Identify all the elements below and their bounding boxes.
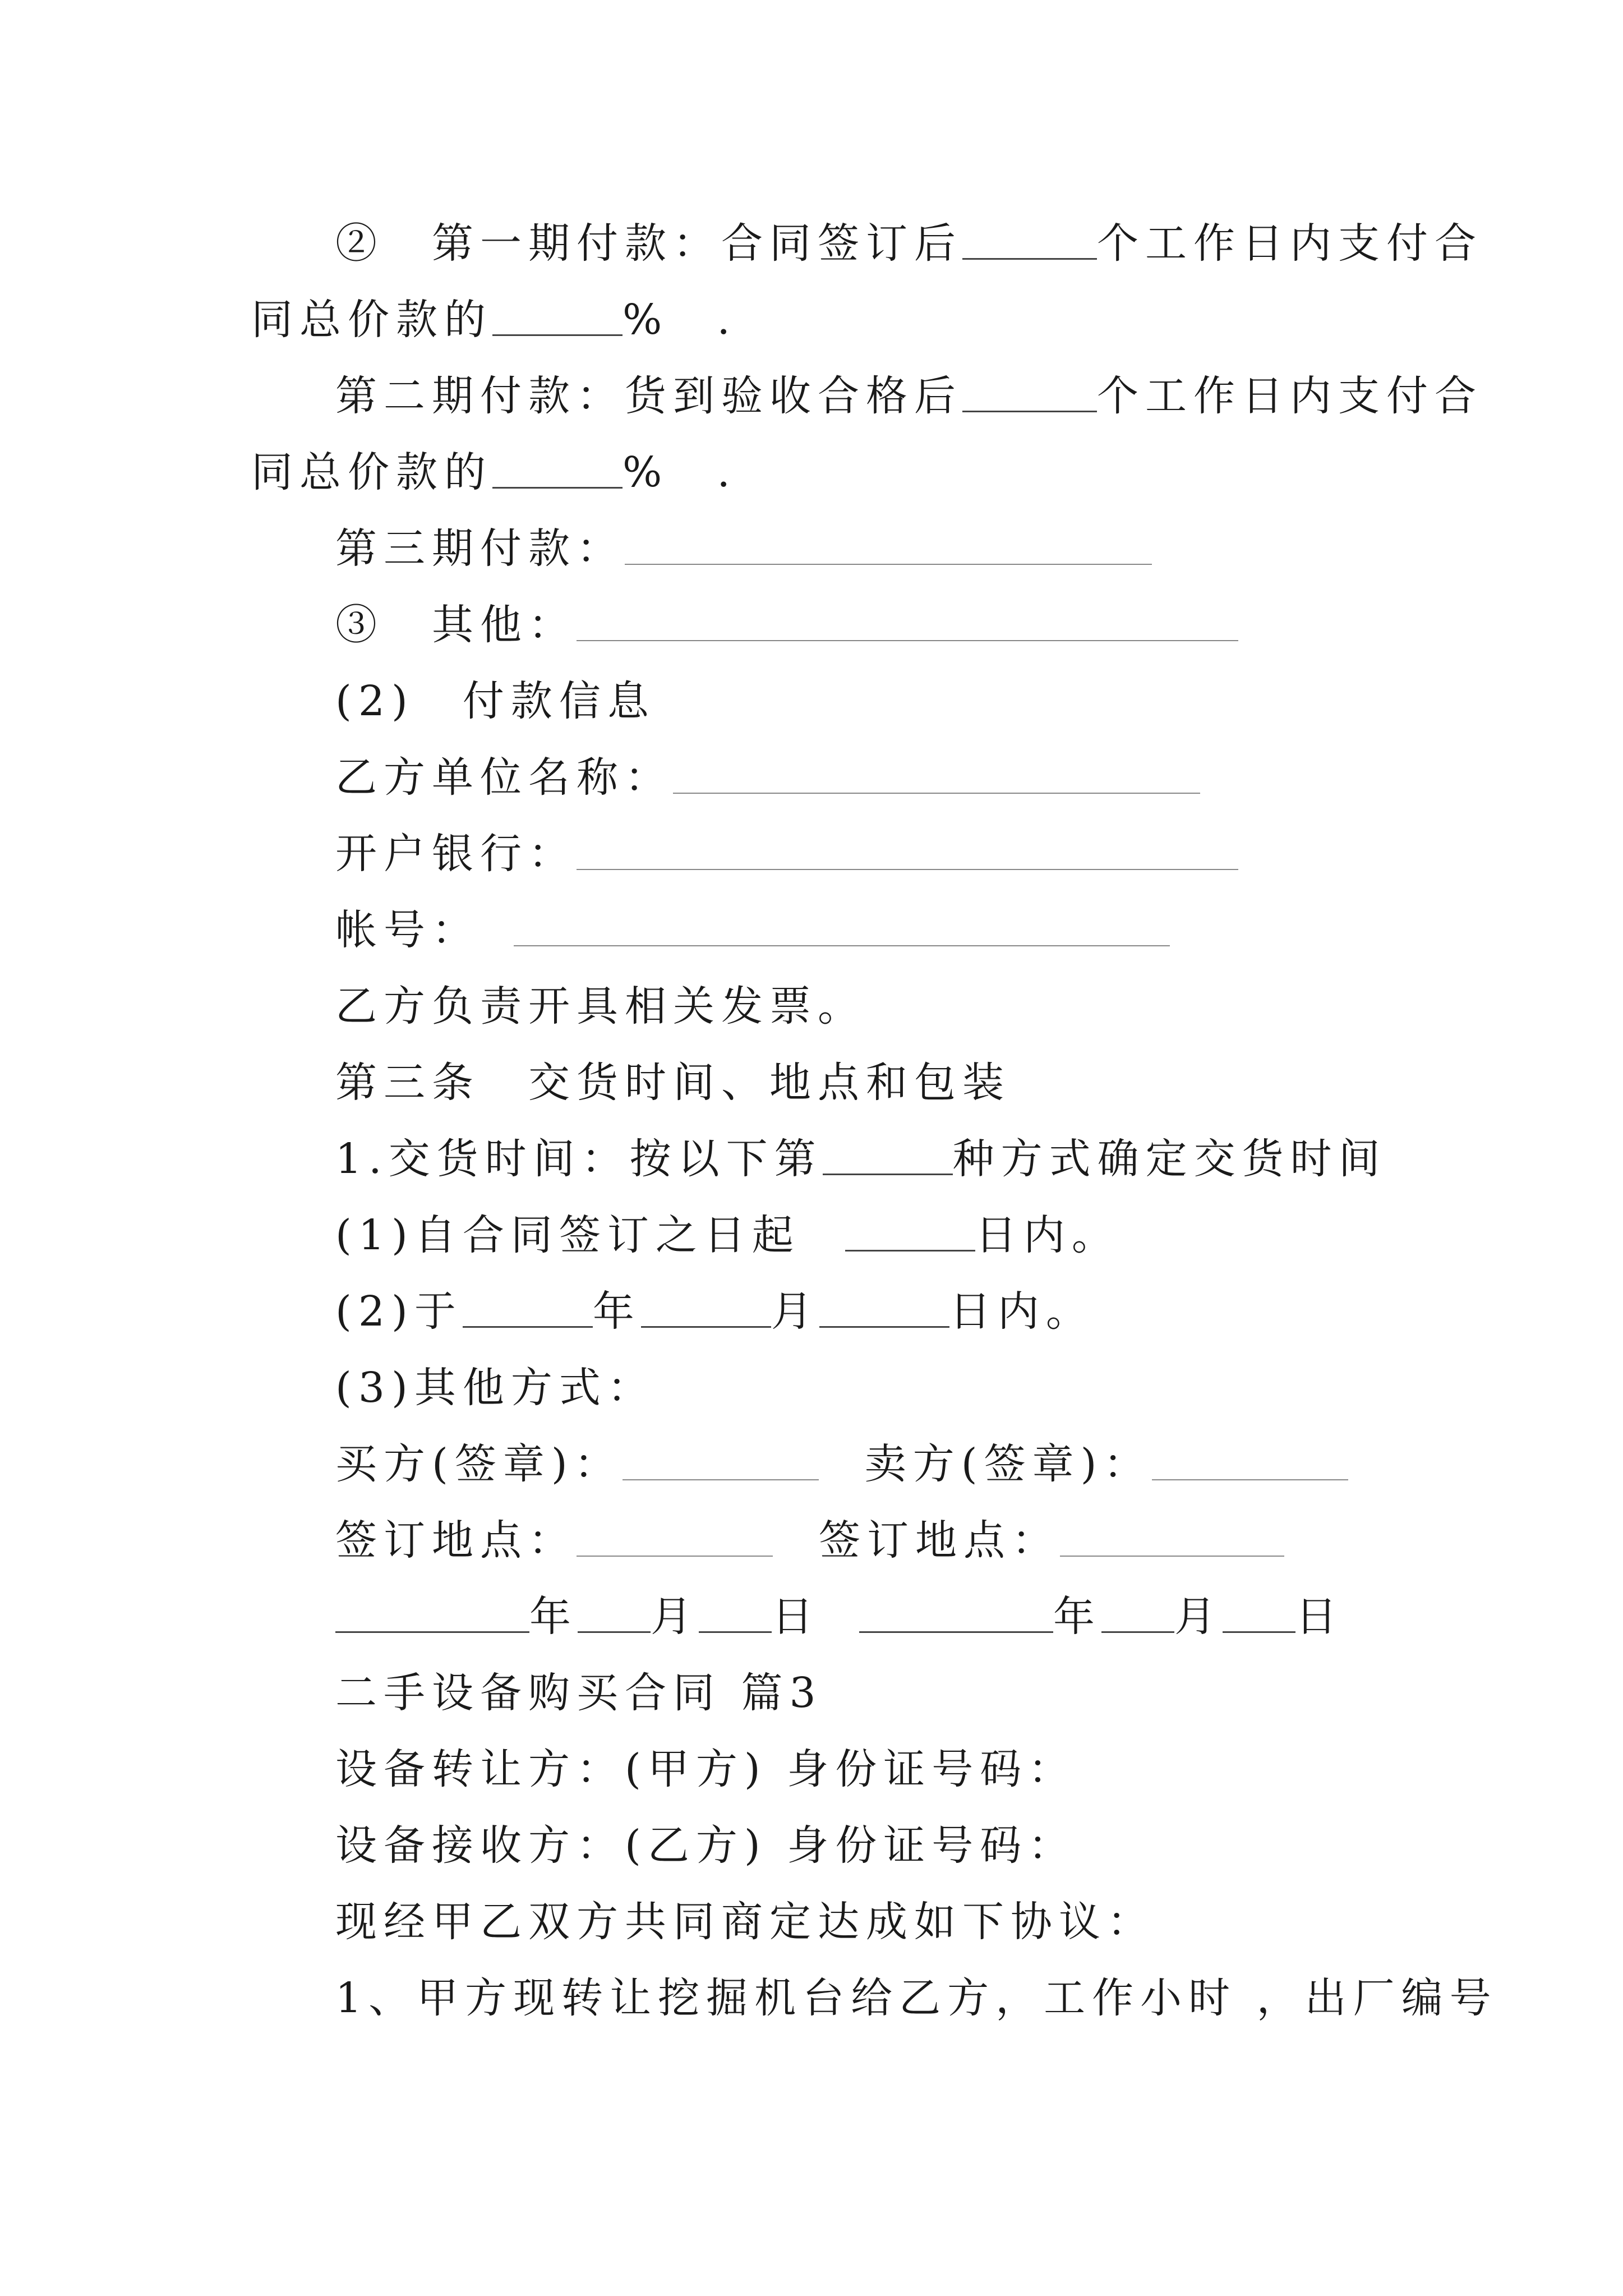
payment-phase-1-line xyxy=(335,215,1483,272)
fill-blank xyxy=(962,221,1097,260)
fill-blank xyxy=(962,374,1097,412)
fill-blank xyxy=(1223,1594,1295,1633)
seller-place-label: 签订地点： xyxy=(819,1516,1060,1565)
payment-phase-3-line xyxy=(335,521,1152,577)
fill-blank xyxy=(492,450,623,489)
text: (1)自合同签订之日起 xyxy=(335,1211,800,1259)
text: 年 xyxy=(1053,1593,1101,1641)
fill-blank xyxy=(845,1213,975,1251)
text: 月 xyxy=(651,1593,699,1641)
fill-blank xyxy=(625,527,1152,565)
seller-signature-label: 卖方(签章)： xyxy=(864,1440,1152,1488)
delivery-option-1 xyxy=(335,1207,1120,1263)
payment-phase-1-percent-line xyxy=(251,292,737,348)
text: 日 xyxy=(772,1593,820,1641)
transferee-line xyxy=(335,1818,1076,1874)
text: 开户银行： xyxy=(335,830,577,878)
text: 二手设备购买合同 篇3 xyxy=(335,1669,823,1717)
signing-place-line xyxy=(335,1512,1284,1568)
text: 帐号： xyxy=(335,906,480,954)
text: 个工作日内支付合 xyxy=(1097,219,1483,268)
payment-info-heading xyxy=(335,673,656,729)
text: 年 xyxy=(592,1287,641,1336)
text: 乙方单位名称： xyxy=(335,753,673,802)
text: 日 xyxy=(1295,1593,1344,1641)
date-line xyxy=(335,1589,1344,1645)
fill-blank xyxy=(823,1137,953,1175)
fill-blank xyxy=(577,603,1238,641)
text: (2)于 xyxy=(335,1287,463,1336)
payment-phase-2-line xyxy=(335,368,1483,424)
contract-3-title xyxy=(335,1665,823,1721)
signature-line xyxy=(335,1436,1348,1492)
fill-blank xyxy=(577,832,1238,870)
text: 乙方负责开具相关发票。 xyxy=(335,982,866,1030)
fill-blank xyxy=(335,1594,529,1633)
fill-blank xyxy=(492,297,623,336)
text: 月 xyxy=(771,1287,819,1336)
delivery-time-line xyxy=(335,1131,1387,1187)
text: 日内。 xyxy=(949,1287,1094,1336)
fill-blank xyxy=(623,1442,819,1480)
text: 个工作日内支付合 xyxy=(1097,372,1483,420)
fill-blank xyxy=(1152,1442,1348,1480)
buyer-place-label: 签订地点： xyxy=(335,1516,577,1565)
text: 同总价款的 xyxy=(251,448,492,496)
fill-blank xyxy=(641,1289,771,1328)
text: 月 xyxy=(1174,1593,1223,1641)
text: % . xyxy=(623,296,737,344)
agreement-intro xyxy=(335,1894,1155,1950)
text: 现经甲乙双方共同商定达成如下协议： xyxy=(335,1898,1155,1946)
fill-blank xyxy=(819,1289,949,1328)
text: 1.交货时间：按以下第 xyxy=(335,1135,823,1183)
buyer-signature-label: 买方(签章)： xyxy=(335,1440,623,1488)
text: 设备转让方：(甲方) 身份证号码： xyxy=(335,1745,1077,1793)
clause-1 xyxy=(335,1970,1498,2026)
text: 第二期付款：货到验收合格后 xyxy=(335,372,962,420)
fill-blank xyxy=(673,756,1200,794)
party-b-name-line xyxy=(335,749,1200,806)
fill-blank xyxy=(578,1594,651,1633)
fill-blank xyxy=(1060,1519,1284,1557)
text: 第三条 交货时间、地点和包装 xyxy=(335,1059,1011,1107)
text: (2) 付款信息 xyxy=(335,677,656,725)
text: 同总价款的 xyxy=(251,296,492,344)
text: ② 第一期付款：合同签订后 xyxy=(335,219,962,268)
fill-blank xyxy=(514,908,1170,946)
invoice-line xyxy=(335,978,866,1034)
fill-blank xyxy=(577,1519,773,1557)
text: 第三期付款： xyxy=(335,524,625,573)
text: 设备接收方：(乙方) 身份证号码： xyxy=(335,1821,1077,1870)
article-3-heading xyxy=(335,1055,1011,1111)
payment-phase-2-percent-line xyxy=(251,444,737,500)
text: ③ 其他： xyxy=(335,601,577,649)
bank-line xyxy=(335,826,1238,882)
account-line xyxy=(335,902,1170,958)
delivery-option-2 xyxy=(335,1283,1094,1340)
transferor-line xyxy=(335,1741,1076,1797)
delivery-option-3 xyxy=(335,1360,656,1416)
fill-blank xyxy=(463,1289,593,1328)
fill-blank xyxy=(1101,1594,1174,1633)
text: % . xyxy=(623,448,737,496)
text: (3)其他方式： xyxy=(335,1364,656,1412)
text: 种方式确定交货时间 xyxy=(952,1135,1387,1183)
fill-blank xyxy=(859,1594,1053,1633)
other-line xyxy=(335,597,1238,653)
text: 1、甲方现转让挖掘机台给乙方，工作小时 ，出厂编号 xyxy=(335,1974,1498,2022)
fill-blank xyxy=(699,1594,772,1633)
text: 日内。 xyxy=(975,1211,1120,1259)
text: 年 xyxy=(529,1593,578,1641)
